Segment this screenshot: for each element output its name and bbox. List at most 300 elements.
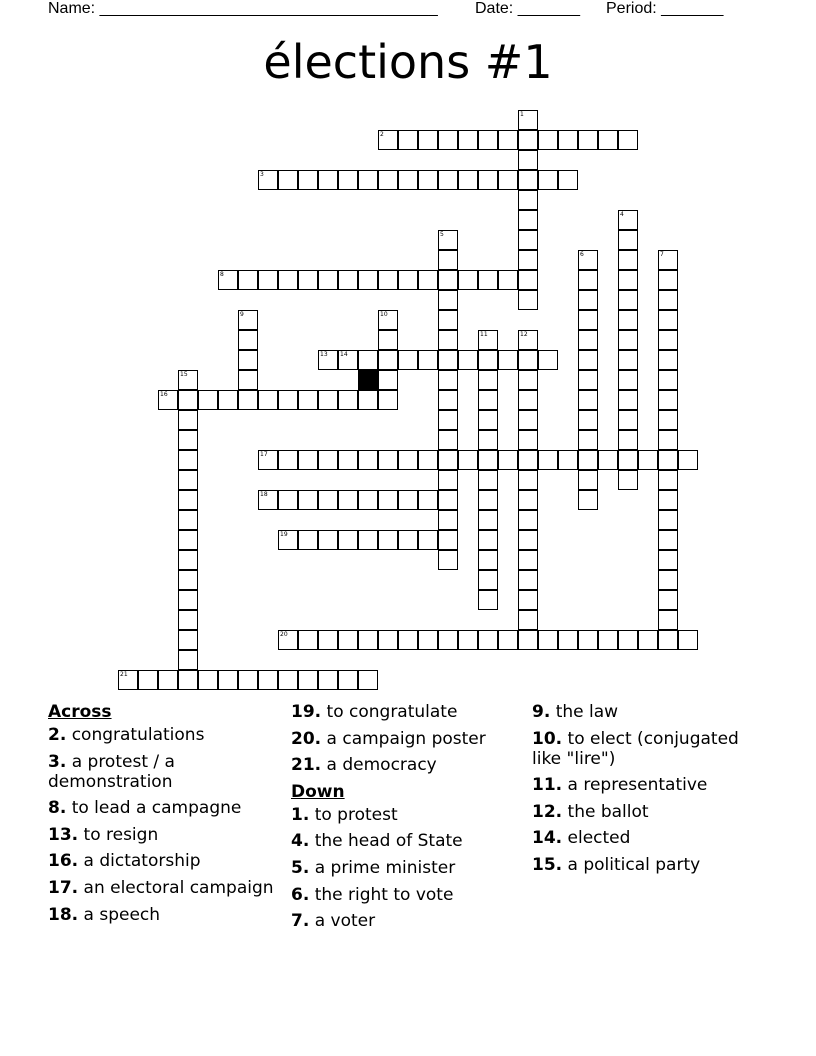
grid-cell[interactable] [278,670,298,690]
grid-cell[interactable] [338,170,358,190]
grid-cell[interactable] [398,450,418,470]
grid-cell[interactable] [418,490,438,510]
grid-cell[interactable] [518,430,538,450]
grid-cell[interactable] [518,190,538,210]
grid-cell[interactable] [618,410,638,430]
clue-down: 1. to protest [291,804,398,825]
grid-cell[interactable] [178,590,198,610]
grid-cell[interactable] [578,250,598,270]
grid-cell[interactable] [338,670,358,690]
grid-cell[interactable] [118,670,138,690]
grid-cell[interactable] [658,450,678,470]
grid-cell[interactable] [258,670,278,690]
grid-cell[interactable] [518,590,538,610]
clue-number: 11 [480,331,488,338]
grid-cell[interactable] [498,450,518,470]
grid-cell[interactable] [658,310,678,330]
grid-cell[interactable] [578,630,598,650]
grid-cell[interactable] [618,630,638,650]
grid-cell[interactable] [438,370,458,390]
grid-cell[interactable] [618,290,638,310]
name-field-label[interactable]: Name: ______________________________________ [48,0,438,17]
grid-cell[interactable] [278,170,298,190]
grid-cell[interactable] [658,290,678,310]
grid-cell[interactable] [298,270,318,290]
grid-cell[interactable] [278,530,298,550]
grid-cell[interactable] [358,530,378,550]
clue-across: 21. a democracy [291,755,437,776]
clue-across: 17. an electoral campaign [48,877,274,898]
grid-cell[interactable] [418,530,438,550]
grid-cell[interactable] [578,310,598,330]
clue-down: 9. the law [532,702,619,722]
grid-cell[interactable] [518,570,538,590]
grid-cell[interactable] [178,430,198,450]
period-field-label[interactable]: Period: _______ [606,0,724,17]
grid-cell[interactable] [178,370,198,390]
grid-cell[interactable] [618,390,638,410]
grid-cell[interactable] [478,510,498,530]
grid-cell[interactable] [278,630,298,650]
grid-cell[interactable] [518,330,538,350]
grid-cell[interactable] [618,210,638,230]
clue-down: 5. a prime minister [291,857,456,878]
clue-number: 13 [320,351,328,358]
grid-cell[interactable] [178,490,198,510]
clue-down: 14. elected [532,828,631,849]
grid-cell[interactable] [358,350,378,370]
grid-cell[interactable] [438,290,458,310]
grid-cell[interactable] [378,170,398,190]
grid-cell[interactable] [258,450,278,470]
grid-cell[interactable] [178,550,198,570]
grid-cell[interactable] [378,630,398,650]
grid-cell[interactable] [418,170,438,190]
grid-cell[interactable] [318,170,338,190]
grid-cell[interactable] [438,170,458,190]
grid-cell[interactable] [378,390,398,410]
grid-cell[interactable] [618,130,638,150]
grid-cell[interactable] [478,570,498,590]
grid-cell[interactable] [658,430,678,450]
grid-cell[interactable] [178,390,198,410]
grid-cell[interactable] [458,350,478,370]
grid-cell[interactable] [438,630,458,650]
clue-number: 14 [340,351,348,358]
grid-cell[interactable] [178,570,198,590]
clues-column-3 [532,702,772,882]
grid-cell[interactable] [398,530,418,550]
grid-cell[interactable] [358,490,378,510]
grid-cell[interactable] [498,170,518,190]
grid-cell[interactable] [618,250,638,270]
grid-cell[interactable] [318,530,338,550]
grid-cell[interactable] [398,490,418,510]
grid-cell[interactable] [658,410,678,430]
grid-cell[interactable] [658,550,678,570]
grid-cell[interactable] [418,270,438,290]
grid-cell[interactable] [198,390,218,410]
clue-across: 16. a dictatorship [48,851,201,872]
grid-cell[interactable] [338,450,358,470]
grid-cell[interactable] [438,130,458,150]
grid-cell[interactable] [378,310,398,330]
grid-cell[interactable] [638,630,658,650]
grid-cell[interactable] [478,390,498,410]
grid-cell[interactable] [338,530,358,550]
grid-cell[interactable] [378,330,398,350]
grid-cell[interactable] [498,630,518,650]
clue-down: 6. the right to vote [291,884,454,905]
grid-cell[interactable] [658,510,678,530]
grid-cell[interactable] [438,230,458,250]
grid-cell[interactable] [238,370,258,390]
grid-cell[interactable] [478,130,498,150]
grid-cell[interactable] [658,610,678,630]
grid-cell[interactable] [298,390,318,410]
grid-cell[interactable] [398,270,418,290]
grid-cell[interactable] [658,630,678,650]
grid-cell[interactable] [478,330,498,350]
grid-cell[interactable] [518,290,538,310]
grid-cell[interactable] [338,490,358,510]
grid-cell[interactable] [258,490,278,510]
grid-cell[interactable] [438,470,458,490]
grid-cell[interactable] [378,490,398,510]
grid-cell[interactable] [478,630,498,650]
grid-cell[interactable] [538,350,558,370]
grid-cell[interactable] [498,130,518,150]
grid-cell[interactable] [538,130,558,150]
grid-cell[interactable] [258,170,278,190]
grid-cell[interactable] [598,630,618,650]
clue-number: 21 [120,671,128,678]
grid-cell[interactable] [678,630,698,650]
grid-cell[interactable] [178,650,198,670]
grid-cell[interactable] [658,390,678,410]
grid-cell[interactable] [458,630,478,650]
grid-cell[interactable] [518,230,538,250]
grid-cell[interactable] [478,530,498,550]
grid-cell[interactable] [658,350,678,370]
grid-cell[interactable] [578,330,598,350]
grid-cell[interactable] [478,550,498,570]
grid-cell[interactable] [378,450,398,470]
clue-across: 3. a protest / a demonstration [48,751,175,792]
grid-cell[interactable] [438,550,458,570]
clue-down: 11. a representative [532,775,708,796]
grid-cell[interactable] [438,530,458,550]
grid-cell[interactable] [518,550,538,570]
clue-number: 7 [660,251,664,258]
grid-cell[interactable] [518,390,538,410]
grid-cell[interactable] [318,390,338,410]
grid-cell[interactable] [358,670,378,690]
grid-cell[interactable] [358,450,378,470]
grid-cell[interactable] [518,490,538,510]
grid-cell[interactable] [658,370,678,390]
grid-cell[interactable] [398,130,418,150]
grid-cell[interactable] [478,370,498,390]
clue-number: 12 [520,331,528,338]
grid-cell[interactable] [378,130,398,150]
grid-cell[interactable] [178,610,198,630]
clue-across: 20. a campaign poster [291,728,486,749]
puzzle-title: élections #1 [263,35,553,89]
grid-cell[interactable] [298,670,318,690]
grid-cell[interactable] [658,570,678,590]
grid-cell[interactable] [658,490,678,510]
grid-cell[interactable] [238,330,258,350]
grid-cell[interactable] [518,470,538,490]
grid-cell[interactable] [658,470,678,490]
grid-cell[interactable] [398,350,418,370]
grid-cell[interactable] [458,130,478,150]
grid-cell[interactable] [578,370,598,390]
grid-cell[interactable] [318,450,338,470]
grid-cell[interactable] [378,530,398,550]
grid-cell[interactable] [618,230,638,250]
clue-number: 3 [260,171,264,178]
grid-cell[interactable] [358,270,378,290]
grid-cell[interactable] [358,390,378,410]
grid-cell[interactable] [518,350,538,370]
grid-cell[interactable] [578,430,598,450]
grid-cell[interactable] [518,510,538,530]
grid-cell[interactable] [318,350,338,370]
grid-cell[interactable] [438,270,458,290]
grid-cell[interactable] [218,270,238,290]
grid-cell[interactable] [238,270,258,290]
grid-cell[interactable] [618,430,638,450]
grid-cell[interactable] [478,490,498,510]
grid-cell[interactable] [518,410,538,430]
grid-cell[interactable] [238,670,258,690]
grid-cell[interactable] [518,170,538,190]
grid-cell[interactable] [658,530,678,550]
grid-cell[interactable] [518,370,538,390]
grid-cell[interactable] [518,530,538,550]
grid-cell[interactable] [238,390,258,410]
grid-cell[interactable] [578,410,598,430]
clue-across: 19. to congratulate [291,702,458,722]
grid-cell[interactable] [298,170,318,190]
grid-cell[interactable] [358,630,378,650]
clues-column-1 [48,702,283,931]
grid-cell[interactable] [418,130,438,150]
grid-cell[interactable] [458,270,478,290]
grid-cell[interactable] [558,450,578,470]
grid-cell[interactable] [418,450,438,470]
grid-cell[interactable] [178,530,198,550]
grid-cell[interactable] [158,390,178,410]
grid-cell[interactable] [478,430,498,450]
grid-cell[interactable] [658,270,678,290]
grid-cell[interactable] [478,350,498,370]
down-heading: Down [291,781,345,802]
grid-cell[interactable] [498,350,518,370]
grid-cell[interactable] [618,330,638,350]
clue-number: 2 [380,131,384,138]
grid-cell[interactable] [438,330,458,350]
clue-number: 16 [160,391,168,398]
grid-cell[interactable] [318,490,338,510]
grid-cell[interactable] [398,630,418,650]
grid-cell[interactable] [258,390,278,410]
grid-cell[interactable] [538,170,558,190]
grid-cell[interactable] [478,270,498,290]
date-field-label[interactable]: Date: _______ [475,0,580,17]
grid-cell[interactable] [538,450,558,470]
grid-cell[interactable] [398,170,418,190]
grid-cell[interactable] [578,130,598,150]
clue-number: 9 [240,311,244,318]
grid-cell[interactable] [358,170,378,190]
grid-cell[interactable] [178,670,198,690]
clue-number: 19 [280,531,288,538]
grid-cell[interactable] [298,450,318,470]
grid-cell[interactable] [198,670,218,690]
grid-cell[interactable] [638,450,658,470]
grid-cell[interactable] [418,630,438,650]
grid-cell[interactable] [238,310,258,330]
grid-cell[interactable] [438,510,458,530]
clue-down: 4. the head of State [291,831,463,852]
grid-cell[interactable] [518,270,538,290]
clue-down: 10. to elect (conjugated like "lire") [532,728,739,769]
grid-cell[interactable] [178,450,198,470]
grid-cell[interactable] [618,470,638,490]
grid-cell[interactable] [238,350,258,370]
grid-cell[interactable] [298,630,318,650]
grid-cell[interactable] [518,630,538,650]
grid-cell[interactable] [578,470,598,490]
grid-cell[interactable] [178,410,198,430]
grid-cell[interactable] [218,670,238,690]
grid-cell[interactable] [478,170,498,190]
black-cell [358,370,378,390]
grid-cell[interactable] [178,510,198,530]
grid-cell[interactable] [518,110,538,130]
grid-cell[interactable] [438,350,458,370]
grid-cell[interactable] [258,270,278,290]
grid-cell[interactable] [298,530,318,550]
grid-cell[interactable] [438,390,458,410]
grid-cell[interactable] [518,450,538,470]
clue-down: 15. a political party [532,854,701,875]
grid-cell[interactable] [578,290,598,310]
clue-across: 18. a speech [48,904,161,925]
grid-cell[interactable] [598,130,618,150]
clue-number: 1 [520,111,524,118]
grid-cell[interactable] [458,170,478,190]
clue-number: 6 [580,251,584,258]
grid-cell[interactable] [558,630,578,650]
grid-cell[interactable] [618,310,638,330]
grid-cell[interactable] [318,630,338,650]
grid-cell[interactable] [458,450,478,470]
grid-cell[interactable] [338,630,358,650]
clue-across: 8. to lead a campagne [48,798,242,819]
clue-number: 20 [280,631,288,638]
grid-cell[interactable] [438,410,458,430]
grid-cell[interactable] [478,450,498,470]
grid-cell[interactable] [338,270,358,290]
grid-cell[interactable] [518,150,538,170]
grid-cell[interactable] [158,670,178,690]
grid-cell[interactable] [598,450,618,470]
grid-cell[interactable] [278,450,298,470]
grid-cell[interactable] [438,250,458,270]
grid-cell[interactable] [298,490,318,510]
grid-cell[interactable] [378,350,398,370]
grid-cell[interactable] [438,430,458,450]
grid-cell[interactable] [478,590,498,610]
grid-cell[interactable] [278,490,298,510]
across-heading: Across [48,702,112,722]
grid-cell[interactable] [518,610,538,630]
grid-cell[interactable] [578,390,598,410]
grid-cell[interactable] [338,390,358,410]
grid-cell[interactable] [138,670,158,690]
grid-cell[interactable] [218,390,238,410]
grid-cell[interactable] [578,490,598,510]
grid-cell[interactable] [378,270,398,290]
grid-cell[interactable] [438,490,458,510]
clue-number: 15 [180,371,188,378]
grid-cell[interactable] [518,130,538,150]
grid-cell[interactable] [618,350,638,370]
grid-cell[interactable] [378,370,398,390]
grid-cell[interactable] [678,450,698,470]
grid-cell[interactable] [478,470,498,490]
clue-number: 5 [440,231,444,238]
grid-cell[interactable] [658,330,678,350]
grid-cell[interactable] [318,670,338,690]
grid-cell[interactable] [538,630,558,650]
grid-cell[interactable] [178,470,198,490]
grid-cell[interactable] [418,350,438,370]
clue-across: 2. congratulations [48,725,205,745]
grid-cell[interactable] [498,270,518,290]
grid-cell[interactable] [518,250,538,270]
grid-cell[interactable] [478,410,498,430]
grid-cell[interactable] [558,130,578,150]
grid-cell[interactable] [658,590,678,610]
clue-number: 17 [260,451,268,458]
grid-cell[interactable] [578,350,598,370]
grid-cell[interactable] [618,270,638,290]
grid-cell[interactable] [578,270,598,290]
grid-cell[interactable] [338,350,358,370]
grid-cell[interactable] [438,450,458,470]
grid-cell[interactable] [658,250,678,270]
clue-down: 7. a voter [291,911,376,932]
clue-number: 8 [220,271,224,278]
grid-cell[interactable] [618,370,638,390]
grid-cell[interactable] [558,170,578,190]
clue-number: 4 [620,211,624,218]
grid-cell[interactable] [618,450,638,470]
grid-cell[interactable] [518,210,538,230]
clue-number: 18 [260,491,268,498]
grid-cell[interactable] [438,310,458,330]
grid-cell[interactable] [318,270,338,290]
grid-cell[interactable] [578,450,598,470]
grid-cell[interactable] [178,630,198,650]
grid-cell[interactable] [278,270,298,290]
grid-cell[interactable] [278,390,298,410]
